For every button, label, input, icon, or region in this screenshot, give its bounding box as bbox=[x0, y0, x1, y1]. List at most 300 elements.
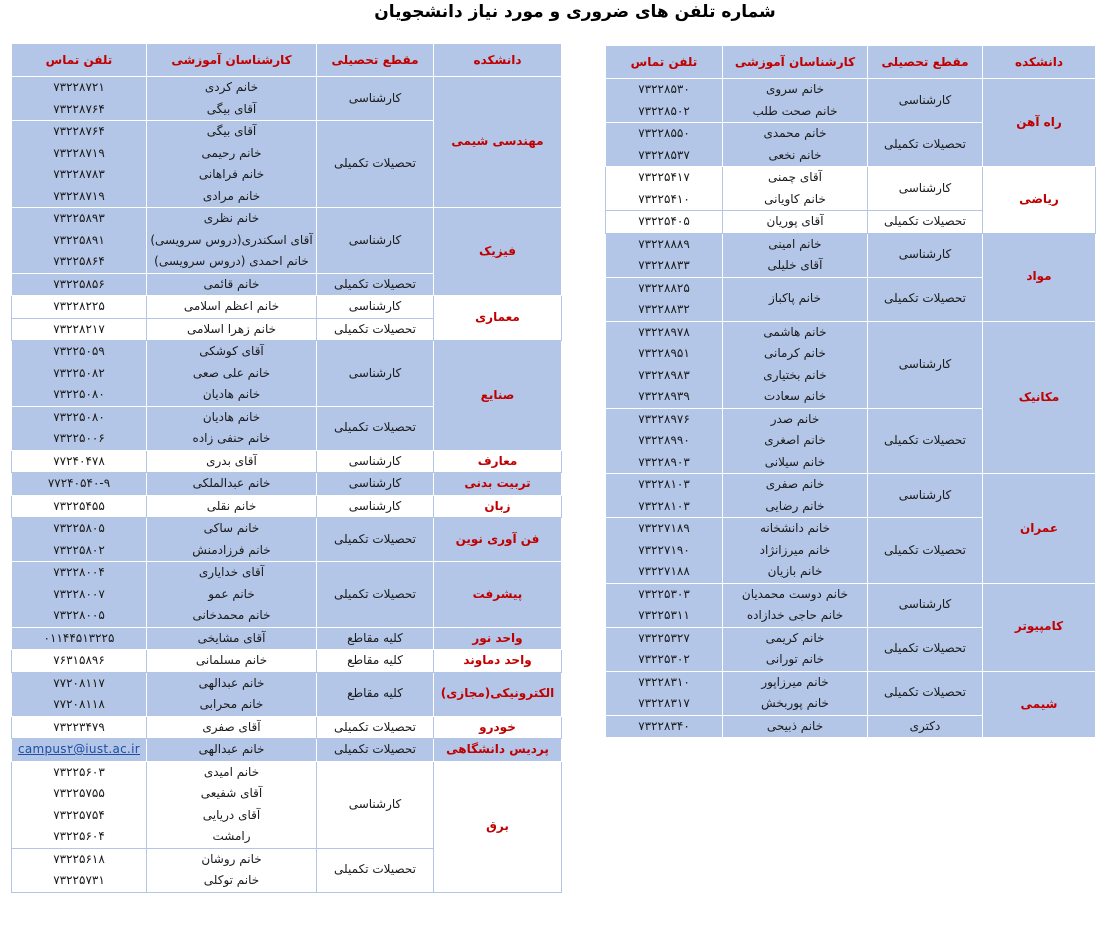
degree-level: کلیه مقاطع bbox=[317, 650, 434, 673]
header-faculty: دانشکده bbox=[983, 46, 1096, 79]
table-row bbox=[12, 473, 562, 496]
phone-number: ۷۳۲۲۵۰۸۰ bbox=[53, 409, 105, 424]
phone-number: ۷۳۲۲۵۸۰۲ bbox=[53, 542, 105, 557]
expert-cell bbox=[147, 318, 317, 341]
phone-number: ۷۳۲۲۵۸۶۴ bbox=[53, 254, 105, 268]
phone-cell bbox=[12, 296, 147, 319]
expert-cell bbox=[723, 321, 868, 408]
expert-name: خانم کردی bbox=[204, 80, 259, 94]
degree-level: کلیه مقاطع bbox=[317, 627, 434, 650]
expert-name: خانم صدر bbox=[770, 411, 820, 426]
expert-cell bbox=[147, 650, 317, 673]
faculty-group bbox=[12, 341, 562, 451]
expert-name: خانم روشان bbox=[201, 851, 262, 866]
faculty-name: واحد نور bbox=[434, 627, 562, 650]
phone-number: ۷۳۲۲۵۳۲۷ bbox=[638, 630, 690, 645]
phone-number: ۷۳۲۲۸۵۵۰ bbox=[638, 126, 690, 140]
degree-level: کارشناسی bbox=[868, 79, 983, 123]
phone-number: ۷۳۲۲۸۰۰۴ bbox=[53, 565, 105, 579]
faculty-group bbox=[12, 450, 562, 473]
faculty-name: خودرو bbox=[434, 716, 562, 739]
phone-number: ۷۳۲۲۸۱۰۳ bbox=[638, 498, 690, 513]
table-row bbox=[12, 495, 562, 518]
expert-name: خانم سعادت bbox=[763, 389, 827, 403]
expert-name: خانم هادیان bbox=[202, 387, 261, 401]
faculty-name: ریاضی bbox=[983, 167, 1096, 234]
faculty-group bbox=[12, 296, 562, 341]
phone-number: ۷۳۲۲۵۴۱۰ bbox=[638, 191, 690, 206]
faculty-group bbox=[12, 627, 562, 650]
expert-name: خانم کریمی bbox=[765, 630, 825, 645]
phone-number: ۷۳۲۲۵۳۱۱ bbox=[638, 608, 690, 622]
phone-number: ۷۳۲۲۵۰۰۶ bbox=[53, 431, 105, 445]
expert-name: خانم علی صعی bbox=[192, 365, 271, 380]
table-row bbox=[12, 672, 562, 716]
phone-cell bbox=[12, 406, 147, 450]
faculty-name: برق bbox=[434, 761, 562, 892]
phone-number: ۷۳۲۲۸۲۱۷ bbox=[53, 321, 105, 336]
expert-name: رامشت bbox=[212, 829, 251, 843]
phone-number: ۷۳۲۲۵۴۱۷ bbox=[638, 170, 690, 184]
faculty-name: عمران bbox=[983, 474, 1096, 584]
phone-number: ۷۳۲۲۳۴۷۹ bbox=[53, 719, 105, 734]
expert-cell bbox=[147, 627, 317, 650]
phone-number: ۷۳۲۲۸۹۰۳ bbox=[638, 454, 690, 469]
phone-number: ۷۷۲۴۰۵۴۰-۹ bbox=[47, 476, 111, 490]
phone-number: ۷۷۲۰۸۱۱۷ bbox=[53, 675, 105, 690]
header-expert: کارشناسان آموزشی bbox=[723, 46, 868, 79]
expert-name: خانم هاشمی bbox=[763, 324, 827, 339]
phone-number: ۷۳۲۲۷۱۹۰ bbox=[638, 542, 690, 557]
expert-cell bbox=[147, 450, 317, 473]
expert-name: خانم مرادی bbox=[202, 188, 261, 203]
degree-level: کارشناسی bbox=[317, 77, 434, 121]
phone-cell bbox=[606, 583, 723, 627]
expert-name: خانم احمدی (دروس سرویسی) bbox=[154, 254, 309, 268]
expert-cell bbox=[147, 296, 317, 319]
phone-number: ۷۳۲۲۵۶۱۸ bbox=[53, 851, 105, 866]
table-row bbox=[12, 296, 562, 319]
phone-number: ۷۳۲۲۵۳۰۲ bbox=[638, 652, 690, 666]
expert-cell bbox=[147, 562, 317, 628]
expert-name: آقای صفری bbox=[202, 719, 261, 734]
phone-number: ۷۳۲۲۸۵۰۲ bbox=[638, 103, 690, 118]
phone-cell bbox=[606, 671, 723, 715]
phone-number: ۷۳۲۲۸۱۰۳ bbox=[638, 477, 690, 491]
degree-level: تحصیلات تکمیلی bbox=[868, 627, 983, 671]
expert-name: خانم حاجی خدازاده bbox=[746, 608, 844, 622]
degree-level: کارشناسی bbox=[317, 341, 434, 407]
degree-level: کارشناسی bbox=[317, 296, 434, 319]
phone-number: ۷۳۲۲۵۰۵۹ bbox=[53, 344, 105, 358]
expert-name: آقای پوریان bbox=[766, 214, 824, 228]
expert-name: خانم میرزاپور bbox=[761, 674, 829, 689]
expert-name: آقای بدری bbox=[206, 453, 257, 468]
faculty-group bbox=[12, 473, 562, 496]
faculty-group bbox=[606, 167, 1096, 234]
faculty-group bbox=[606, 474, 1096, 584]
phone-number: ۷۳۲۲۵۷۵۵ bbox=[53, 786, 105, 800]
phone-cell bbox=[12, 761, 147, 848]
phone-cell bbox=[12, 318, 147, 341]
expert-name: خانم صفری bbox=[765, 477, 825, 491]
degree-level: تحصیلات تکمیلی bbox=[317, 518, 434, 562]
degree-level: کارشناسی bbox=[868, 583, 983, 627]
header-level: مقطع تحصیلی bbox=[868, 46, 983, 79]
degree-level: کارشناسی bbox=[868, 474, 983, 518]
faculty-name: صنایع bbox=[434, 341, 562, 451]
table-row bbox=[12, 77, 562, 121]
degree-level: کارشناسی bbox=[317, 473, 434, 496]
page-title: شماره تلفن های ضروری و مورد نیاز دانشجویان bbox=[374, 2, 776, 22]
expert-name: خانم صحت طلب bbox=[752, 103, 838, 118]
faculty-group bbox=[12, 650, 562, 673]
expert-name: خانم تورانی bbox=[765, 652, 825, 666]
phone-number: ۷۳۲۲۸۷۲۱ bbox=[53, 80, 105, 94]
phone-cell bbox=[606, 408, 723, 474]
expert-cell bbox=[147, 77, 317, 121]
expert-cell bbox=[723, 474, 868, 518]
phone-number: ۷۳۲۲۸۳۱۷ bbox=[638, 696, 690, 710]
degree-level: کارشناسی bbox=[317, 761, 434, 848]
expert-name: خانم عمو bbox=[208, 586, 255, 601]
degree-level: تحصیلات تکمیلی bbox=[317, 406, 434, 450]
phone-number: ۷۳۲۲۸۷۶۴ bbox=[53, 124, 105, 138]
faculty-name: کامپیوتر bbox=[983, 583, 1096, 671]
phone-cell bbox=[606, 715, 723, 738]
table-row bbox=[12, 627, 562, 650]
expert-name: خانم توکلی bbox=[203, 873, 260, 887]
expert-name: خانم فرزادمنش bbox=[192, 542, 271, 557]
phone-cell bbox=[12, 739, 147, 762]
faculty-name: تربیت بدنی bbox=[434, 473, 562, 496]
phone-number: ۷۳۲۲۵۴۰۵ bbox=[638, 214, 690, 228]
phone-cell bbox=[606, 123, 723, 167]
phone-number: ۷۳۲۲۸۹۷۶ bbox=[638, 411, 690, 426]
expert-name: خانم پوربخش bbox=[761, 696, 829, 710]
expert-cell bbox=[147, 208, 317, 274]
expert-name: آقای بیگی bbox=[206, 101, 257, 116]
faculty-group bbox=[606, 79, 1096, 167]
faculty-name: مکانیک bbox=[983, 321, 1096, 474]
expert-name: آقای بیگی bbox=[206, 124, 257, 138]
expert-cell bbox=[147, 341, 317, 407]
faculty-group bbox=[606, 233, 1096, 321]
table-row bbox=[12, 761, 562, 848]
expert-name: خانم بختیاری bbox=[763, 367, 827, 382]
expert-name: خانم حنفی زاده bbox=[192, 431, 271, 445]
expert-cell bbox=[723, 233, 868, 277]
phone-number: ۷۳۲۲۸۹۹۰ bbox=[638, 433, 690, 447]
phone-cell bbox=[12, 121, 147, 208]
degree-level: کارشناسی bbox=[317, 450, 434, 473]
faculty-group bbox=[12, 761, 562, 892]
expert-cell bbox=[723, 583, 868, 627]
expert-cell bbox=[723, 408, 868, 474]
phone-number: ۷۳۲۲۸۰۰۷ bbox=[53, 586, 105, 601]
phone-number: ۷۳۲۲۸۹۷۸ bbox=[638, 324, 690, 339]
phone-cell bbox=[606, 211, 723, 234]
phone-number: ۷۳۲۲۸۳۴۰ bbox=[638, 718, 690, 733]
phone-number: ۷۳۲۲۵۸۵۶ bbox=[53, 276, 105, 291]
phone-number: ۷۳۲۲۸۷۶۴ bbox=[53, 101, 105, 116]
expert-cell bbox=[147, 739, 317, 762]
expert-cell bbox=[147, 518, 317, 562]
phone-cell bbox=[12, 627, 147, 650]
expert-cell bbox=[147, 473, 317, 496]
expert-name: خانم میرزانژاد bbox=[759, 542, 831, 557]
phone-number: ۷۳۲۲۸۷۱۹ bbox=[53, 145, 105, 160]
phone-number: ۷۳۲۲۸۲۲۵ bbox=[53, 299, 105, 313]
phone-number: ۷۳۲۲۷۱۸۸ bbox=[638, 564, 690, 578]
phone-number: ۷۳۲۲۸۷۱۹ bbox=[53, 188, 105, 203]
expert-name: آقای خلیلی bbox=[767, 258, 823, 272]
phone-number: ۷۳۲۲۵۶۰۴ bbox=[53, 829, 105, 843]
faculty-name: معارف bbox=[434, 450, 562, 473]
expert-cell bbox=[723, 79, 868, 123]
faculty-group bbox=[12, 562, 562, 628]
expert-name: خانم ذبیحی bbox=[766, 718, 824, 733]
phone-cell bbox=[606, 79, 723, 123]
table-row bbox=[12, 208, 562, 274]
table-row bbox=[606, 167, 1096, 211]
phone-number: ۷۳۲۲۵۷۳۱ bbox=[53, 873, 105, 887]
degree-level: تحصیلات تکمیلی bbox=[317, 273, 434, 296]
faculty-name: فن آوری نوین bbox=[434, 518, 562, 562]
table-row bbox=[12, 518, 562, 562]
phone-cell bbox=[12, 208, 147, 274]
expert-name: خانم رضایی bbox=[765, 498, 825, 513]
expert-name: خانم بازیان bbox=[767, 564, 823, 578]
phone-cell bbox=[12, 716, 147, 739]
phone-cell bbox=[12, 518, 147, 562]
table-row bbox=[12, 450, 562, 473]
expert-name: آقای دریایی bbox=[202, 807, 261, 822]
phone-number: ۰۱۱۴۴۵۱۳۲۲۵ bbox=[43, 630, 115, 645]
expert-name: خانم فراهانی bbox=[198, 167, 265, 181]
phone-cell bbox=[606, 233, 723, 277]
degree-level: کارشناسی bbox=[868, 167, 983, 211]
degree-level: دکتری bbox=[868, 715, 983, 738]
faculty-name: پردیس دانشگاهی bbox=[434, 739, 562, 762]
phone-number: ۷۳۲۲۸۰۰۵ bbox=[53, 608, 105, 622]
expert-cell bbox=[147, 672, 317, 716]
phone-number: ۷۳۲۲۸۸۳۳ bbox=[638, 258, 690, 272]
degree-level: تحصیلات تکمیلی bbox=[868, 671, 983, 715]
expert-cell bbox=[723, 715, 868, 738]
faculty-group bbox=[12, 518, 562, 562]
expert-name: خانم مسلمانی bbox=[195, 653, 268, 667]
expert-name: خانم محمدخانی bbox=[192, 608, 271, 622]
degree-level: کارشناسی bbox=[317, 208, 434, 274]
phone-cell bbox=[12, 650, 147, 673]
table-row bbox=[606, 583, 1096, 627]
header-phone: تلفن تماس bbox=[606, 46, 723, 79]
faculty-name: معماری bbox=[434, 296, 562, 341]
expert-cell bbox=[147, 495, 317, 518]
expert-name: خانم محمدی bbox=[763, 126, 827, 140]
phone-number: ۷۳۲۲۵۸۹۱ bbox=[53, 232, 105, 247]
expert-name: خانم اعظم اسلامی bbox=[183, 299, 280, 313]
degree-level: کلیه مقاطع bbox=[317, 672, 434, 716]
expert-cell bbox=[723, 123, 868, 167]
phone-number: ۷۳۲۲۵۰۸۲ bbox=[53, 365, 105, 380]
table-row bbox=[12, 650, 562, 673]
degree-level: تحصیلات تکمیلی bbox=[868, 277, 983, 321]
expert-name: خانم کرمانی bbox=[764, 346, 826, 360]
phone-number: ۷۷۲۴۰۴۷۸ bbox=[53, 453, 105, 468]
faculty-group bbox=[606, 583, 1096, 671]
header-level: مقطع تحصیلی bbox=[317, 44, 434, 77]
table-row bbox=[606, 671, 1096, 715]
phone-number: ۷۳۲۲۸۵۳۰ bbox=[638, 82, 690, 96]
phone-number: ۷۳۲۲۵۴۵۵ bbox=[53, 498, 105, 513]
faculty-name: مهندسی شیمی bbox=[434, 77, 562, 208]
expert-name: آقای شفیعی bbox=[200, 786, 263, 800]
faculty-group bbox=[12, 208, 562, 296]
expert-cell bbox=[147, 121, 317, 208]
phone-number: ۷۳۲۲۸۳۱۰ bbox=[638, 674, 690, 689]
phone-cell bbox=[606, 627, 723, 671]
faculty-group bbox=[12, 716, 562, 739]
expert-cell bbox=[723, 277, 868, 321]
expert-name: آقای خدایاری bbox=[198, 565, 265, 579]
faculty-group bbox=[12, 672, 562, 716]
expert-name: خانم اصغری bbox=[764, 433, 826, 447]
degree-level: تحصیلات تکمیلی bbox=[868, 211, 983, 234]
phone-number: ۷۳۲۲۵۰۸۰ bbox=[53, 387, 105, 401]
faculty-group bbox=[12, 495, 562, 518]
phone-number: ۷۳۲۲۸۹۳۹ bbox=[638, 389, 690, 403]
expert-name: آقای مشایخی bbox=[197, 630, 266, 645]
faculty-group bbox=[606, 671, 1096, 738]
phone-number: ۷۶۳۱۵۸۹۶ bbox=[53, 653, 105, 667]
faculty-name: زبان bbox=[434, 495, 562, 518]
phone-number: ۷۳۲۲۸۷۸۳ bbox=[53, 167, 105, 181]
degree-level: کارشناسی bbox=[868, 233, 983, 277]
expert-cell bbox=[723, 627, 868, 671]
email-link[interactable]: campus۲@iust.ac.ir bbox=[17, 742, 141, 756]
phone-number: ۷۳۲۲۷۱۸۹ bbox=[638, 521, 690, 535]
expert-name: خانم نظری bbox=[203, 211, 260, 225]
phone-number: ۷۳۲۲۵۳۰۳ bbox=[638, 586, 690, 601]
expert-name: خانم عبدالهی bbox=[198, 675, 265, 690]
phone-cell bbox=[606, 321, 723, 408]
phone-number: ۷۳۲۲۵۸۹۳ bbox=[53, 211, 105, 225]
phone-cell bbox=[12, 562, 147, 628]
faculty-name: الکترونیکی(مجازی) bbox=[434, 672, 562, 716]
table-row bbox=[12, 716, 562, 739]
degree-level: کارشناسی bbox=[868, 321, 983, 408]
right-phone-table bbox=[605, 45, 1096, 738]
expert-name: خانم امیدی bbox=[203, 764, 260, 779]
degree-level: تحصیلات تکمیلی bbox=[317, 318, 434, 341]
phone-number: ۷۳۲۲۸۹۸۳ bbox=[638, 367, 690, 382]
faculty-name: پیشرفت bbox=[434, 562, 562, 628]
degree-level: تحصیلات تکمیلی bbox=[317, 121, 434, 208]
phone-number: ۷۳۲۲۵۷۵۴ bbox=[53, 807, 105, 822]
table-row bbox=[606, 321, 1096, 408]
expert-name: خانم قائمی bbox=[203, 276, 260, 291]
phone-number: ۷۳۲۲۸۸۲۵ bbox=[638, 280, 690, 295]
expert-cell bbox=[147, 848, 317, 892]
expert-name: خانم امینی bbox=[768, 236, 822, 251]
expert-name: خانم ساکی bbox=[203, 521, 260, 535]
table-row bbox=[12, 562, 562, 628]
phone-number: ۷۳۲۲۵۶۰۳ bbox=[53, 764, 105, 779]
degree-level: تحصیلات تکمیلی bbox=[317, 562, 434, 628]
phone-cell bbox=[12, 848, 147, 892]
phone-cell bbox=[606, 518, 723, 584]
phone-cell bbox=[12, 450, 147, 473]
expert-name: خانم عبدالهی bbox=[198, 742, 265, 756]
expert-cell bbox=[723, 211, 868, 234]
faculty-group bbox=[606, 321, 1096, 474]
expert-cell bbox=[147, 273, 317, 296]
right-table-header-row bbox=[606, 46, 1096, 79]
degree-level: تحصیلات تکمیلی bbox=[868, 123, 983, 167]
expert-cell bbox=[723, 671, 868, 715]
header-faculty: دانشکده bbox=[434, 44, 562, 77]
phone-cell bbox=[12, 341, 147, 407]
expert-name: خانم هادیان bbox=[202, 409, 261, 424]
expert-name: خانم پاکباز bbox=[769, 291, 821, 306]
phone-cell bbox=[12, 273, 147, 296]
phone-cell bbox=[606, 167, 723, 211]
header-phone: تلفن تماس bbox=[12, 44, 147, 77]
faculty-group bbox=[12, 739, 562, 762]
expert-name: خانم رحیمی bbox=[201, 145, 262, 160]
expert-cell bbox=[147, 406, 317, 450]
expert-cell bbox=[147, 716, 317, 739]
faculty-name: واحد دماوند bbox=[434, 650, 562, 673]
degree-level: تحصیلات تکمیلی bbox=[317, 848, 434, 892]
phone-cell bbox=[12, 672, 147, 716]
faculty-group bbox=[12, 77, 562, 208]
table-row bbox=[12, 739, 562, 762]
faculty-name: شیمی bbox=[983, 671, 1096, 738]
phone-cell bbox=[12, 473, 147, 496]
expert-name: خانم دوست محمدیان bbox=[741, 586, 849, 601]
expert-name: خانم زهرا اسلامی bbox=[186, 321, 277, 336]
faculty-name: مواد bbox=[983, 233, 1096, 321]
phone-number: ۷۳۲۲۸۹۵۱ bbox=[638, 346, 690, 360]
left-table-header-row bbox=[12, 44, 562, 77]
degree-level: تحصیلات تکمیلی bbox=[868, 408, 983, 474]
phone-number: ۷۳۲۲۸۸۸۹ bbox=[638, 236, 690, 251]
phone-cell bbox=[12, 77, 147, 121]
faculty-name: فیزیک bbox=[434, 208, 562, 296]
phone-cell bbox=[12, 495, 147, 518]
degree-level: تحصیلات تکمیلی bbox=[317, 739, 434, 762]
table-row bbox=[606, 79, 1096, 123]
phone-number: ۷۷۲۰۸۱۱۸ bbox=[53, 697, 105, 711]
expert-name: خانم سیلانی bbox=[764, 454, 826, 469]
expert-name: آقای چمنی bbox=[768, 170, 822, 184]
expert-name: خانم نخعی bbox=[768, 147, 822, 162]
expert-name: خانم عبدالملکی bbox=[192, 476, 271, 490]
expert-name: خانم نقلی bbox=[206, 498, 257, 513]
table-row bbox=[12, 341, 562, 407]
expert-cell bbox=[723, 167, 868, 211]
expert-name: خانم سروی bbox=[765, 82, 825, 96]
table-row bbox=[606, 233, 1096, 277]
left-phone-table bbox=[11, 43, 562, 893]
expert-name: خانم محرابی bbox=[199, 697, 264, 711]
expert-cell bbox=[147, 761, 317, 848]
phone-cell bbox=[606, 474, 723, 518]
faculty-name: راه آهن bbox=[983, 79, 1096, 167]
